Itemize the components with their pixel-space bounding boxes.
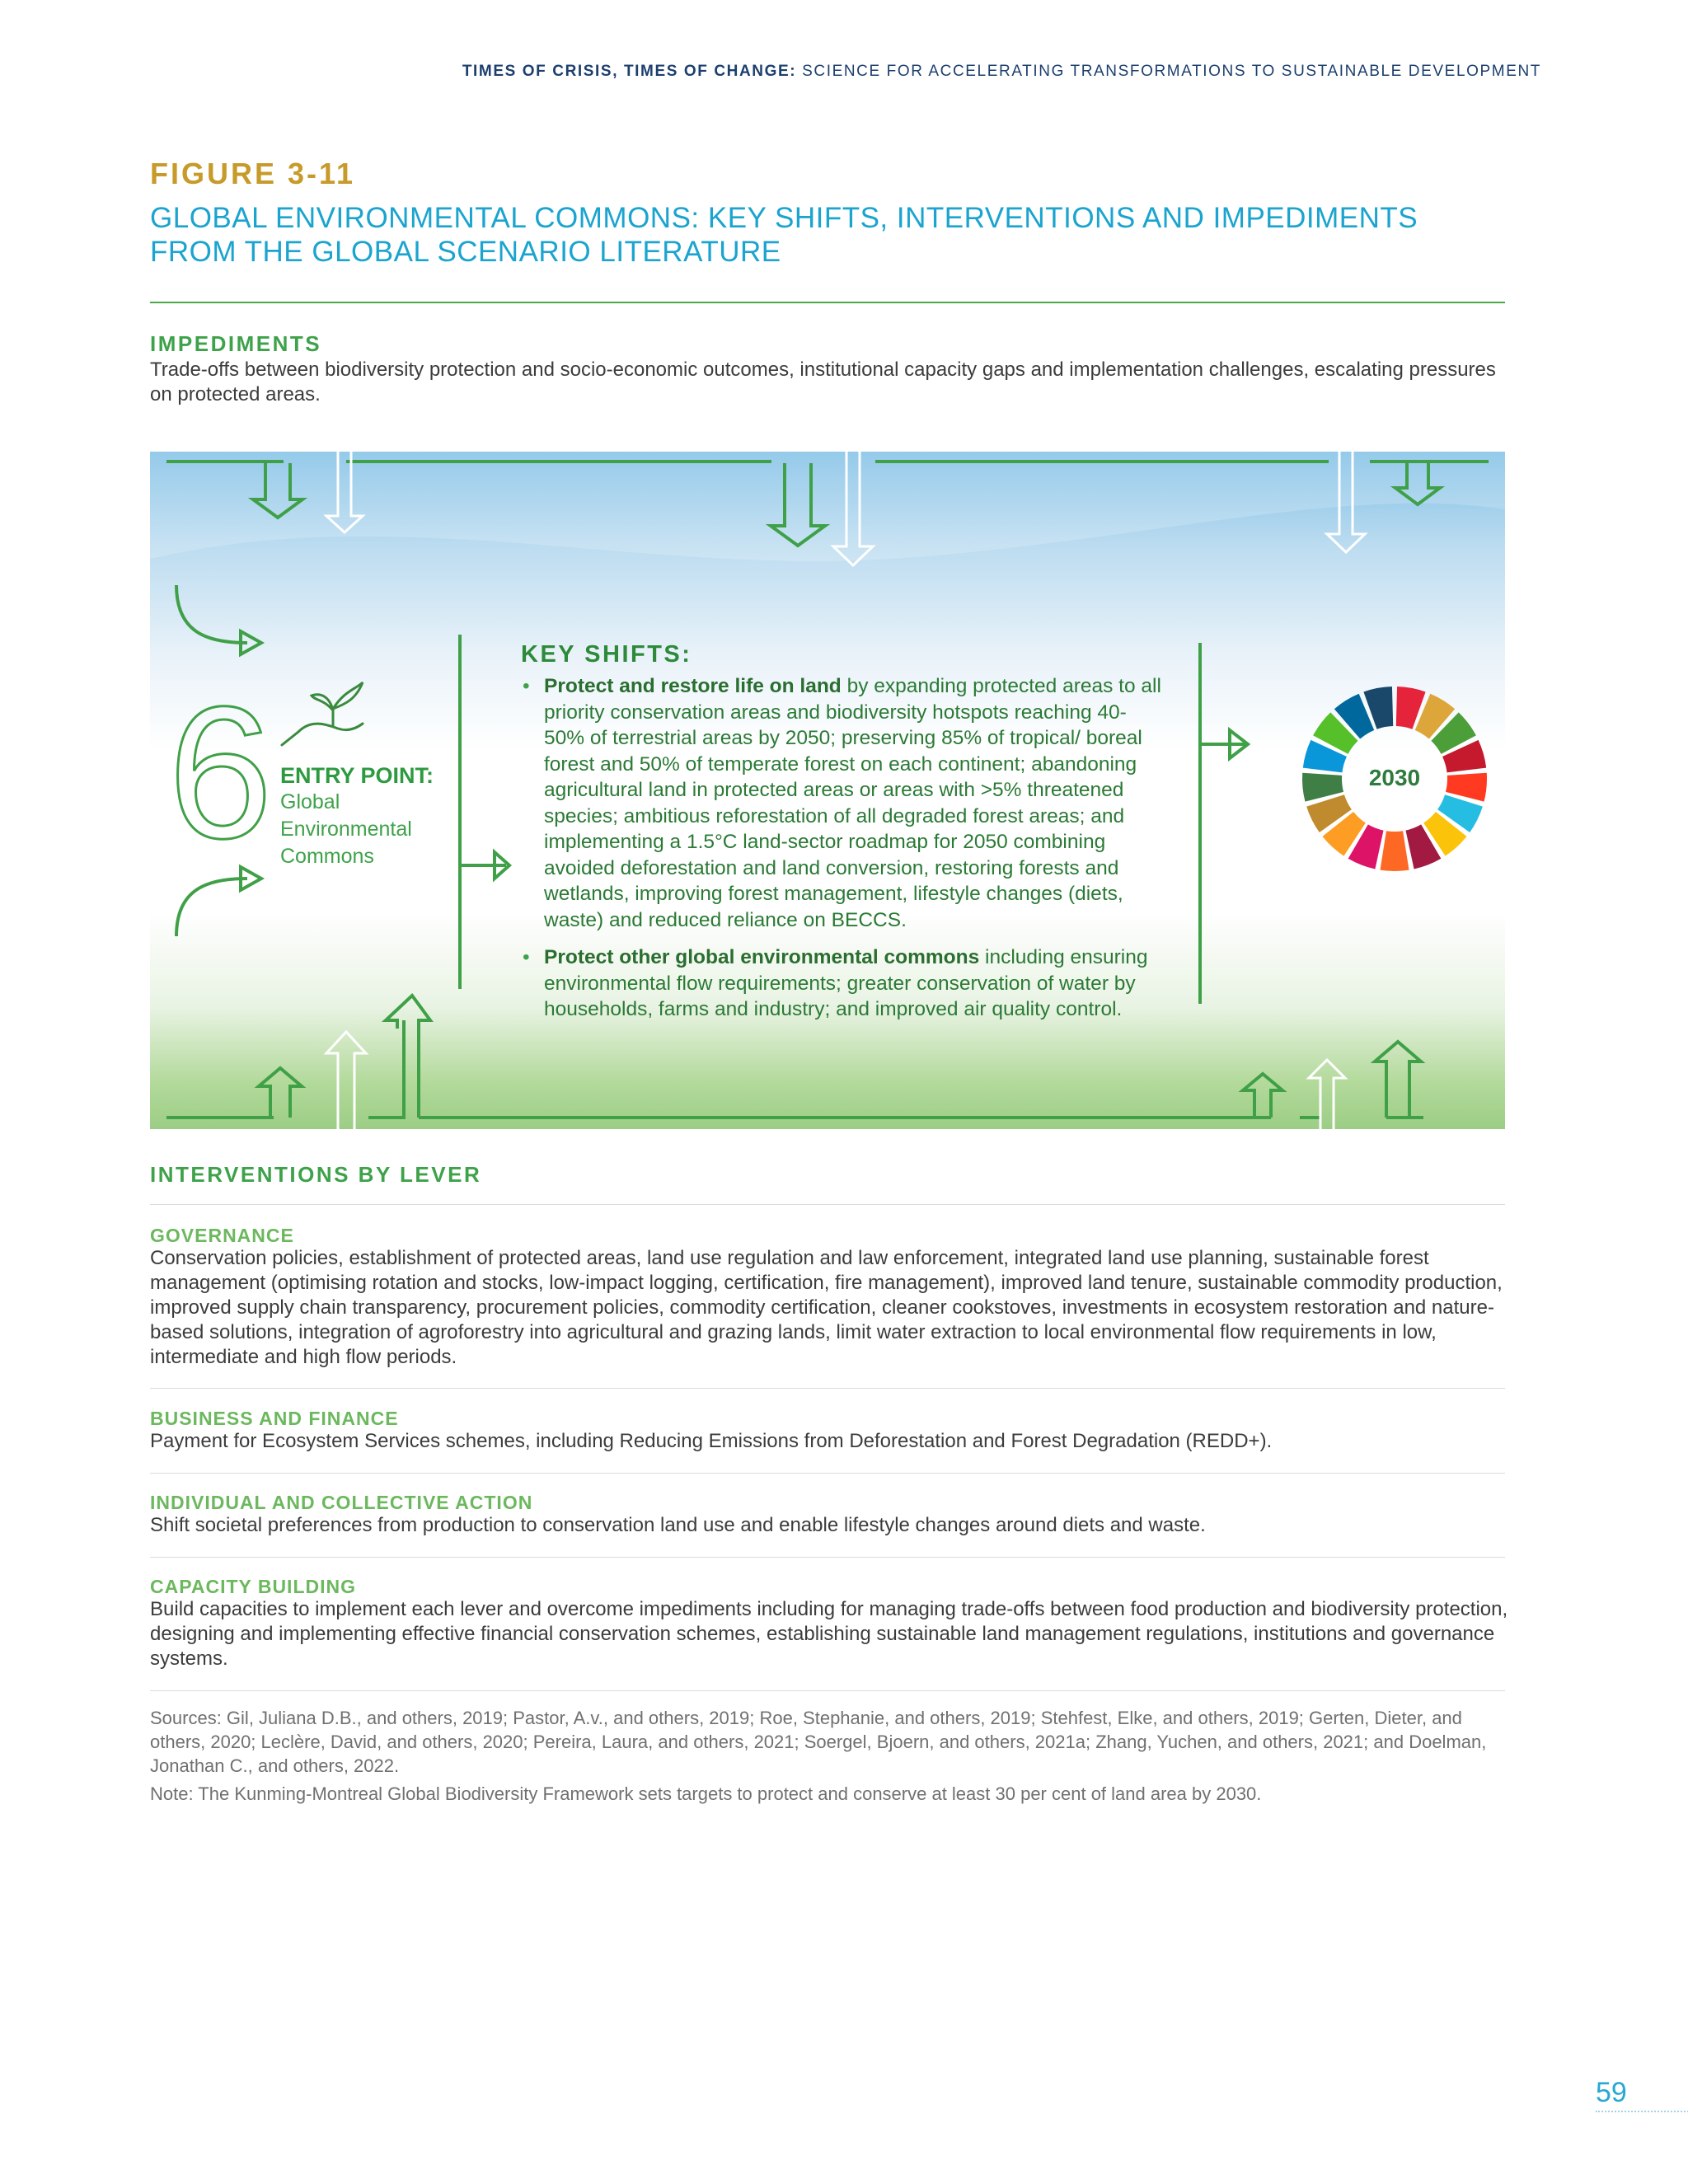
key-shift-text: by expanding protected areas to all priority conservation areas and biodiversity hotspots reaching 40-50% of terrestrial areas by 2050; preserving 85% of tropical/ boreal forest and 50% of temperate forest on each continent; abandoning agricultural land in protected areas or areas with >5% threatened species; ambitious reforestation of all degraded forest areas; and implementing a 1.5°C land-sector roadmap for 2050 combining avoided deforestation and land conversion, restoring forests and wetlands, improving forest management, lifestyle changes (diets, waste) and reduced reliance on BECCS. (544, 675, 1161, 931)
page-number-rule (1596, 2111, 1688, 2112)
key-shift-item (521, 944, 1164, 1023)
sdg-wheel-segment (1380, 831, 1409, 871)
lever-capacity-building-text: Build capacities to implement each lever and overcome impediments including for managing trade-offs between food production and biodiversity protection, designing and implementing effective financial conservation schemes, establishing sustainable land management regulations, institutions and governance systems. (150, 1598, 1508, 1670)
running-header-rest: SCIENCE FOR ACCELERATING TRANSFORMATIONS TO SUSTAINABLE DEVELOPMENT (796, 63, 1541, 80)
key-shift-bold: Protect other global environmental commons (544, 946, 980, 968)
entry-point-heading: ENTRY POINT: (280, 763, 434, 788)
sources-text: Sources: Gil, Juliana D.B., and others, 2019; Pastor, A.v., and others, 2019; Roe, Stephanie, and others, 2019; Stehfest, Elke, and others, 2019; Gerten, Dieter, and others, 2020; Leclère, David, and others, 2020; Pereira, Laura, and others, 2021; Soergel, Bjoern, and others, 2021a; Zhang, Yuchen, and others, 2021; and Doelman, Jonathan C., and others, 2022. (150, 1708, 1487, 1776)
divider (150, 1204, 1505, 1205)
lever-capacity-building-heading: CAPACITY BUILDING (150, 1576, 356, 1597)
impediments-text: Trade-offs between biodiversity protection and socio-economic outcomes, institutional capacity gaps and implementation challenges, escalating pressures on protected areas. (150, 359, 1496, 405)
divider (150, 1473, 1505, 1474)
key-shifts-title: KEY SHIFTS: (521, 641, 692, 668)
lever-business-finance-heading: BUSINESS AND FINANCE (150, 1408, 399, 1429)
running-header-bold: TIMES OF CRISIS, TIMES OF CHANGE: (462, 63, 797, 80)
lever-individual-collective-heading: INDIVIDUAL AND COLLECTIVE ACTION (150, 1492, 533, 1513)
figure-title: GLOBAL ENVIRONMENTAL COMMONS: KEY SHIFTS, INTERVENTIONS AND IMPEDIMENTS FROM THE GLOBAL SCENARIO LITERATURE (150, 202, 1418, 268)
sky-wave (150, 452, 1505, 561)
lever-individual-collective-text: Shift societal preferences from production to conservation land use and enable lifestyle changes around diets and waste. (150, 1514, 1206, 1536)
key-shift-text: including ensuring environmental flow requirements; greater conservation of water by households, farms and industry; and improved air quality control. (544, 946, 1148, 1020)
lever-governance-heading: GOVERNANCE (150, 1225, 294, 1246)
key-shift-bold: Protect and restore life on land (544, 675, 842, 697)
key-shifts (521, 641, 1164, 1034)
infographic (150, 452, 1505, 1129)
entry-point-number: 6 (168, 668, 273, 878)
entry-point-line-2: Environmental (280, 818, 412, 841)
entry-point (280, 763, 445, 870)
entry-point-line-1: Global (280, 790, 340, 813)
lever-business-finance-text: Payment for Ecosystem Services schemes, including Reducing Emissions from Deforestation and Forest Degradation (REDD+). (150, 1430, 1273, 1452)
interventions-heading: INTERVENTIONS BY LEVER (150, 1162, 482, 1187)
sdg-wheel-year: 2030 (1368, 765, 1421, 790)
running-header (462, 63, 1541, 81)
note-text: Note: The Kunming-Montreal Global Biodiversity Framework sets targets to protect and conserve at least 30 per cent of land area by 2030. (150, 1783, 1262, 1804)
plant-hand-icon (282, 682, 363, 745)
figure-label: FIGURE 3-11 (150, 157, 356, 190)
lever-governance-text: Conservation policies, establishment of protected areas, land use regulation and law enforcement, integrated land use planning, sustainable forest management (optimising rotation and stocks, low-impact logging, certification, fire management), improved land tenure, sustainable commodity production, improved supply chain transparency, procurement policies, commodity certification, cleaner cookstoves, investments in ecosystem restoration and nature-based solutions, integration of agroforestry into agricultural and grazing lands, limit water extraction to local environmental flow requirements in low, intermediate and high flow periods. (150, 1247, 1503, 1368)
divider (150, 1690, 1505, 1691)
key-shift-item (521, 673, 1164, 933)
divider (150, 1557, 1505, 1558)
entry-point-line-3: Commons (280, 845, 374, 868)
divider (150, 1388, 1505, 1389)
impediments-heading: IMPEDIMENTS (150, 331, 322, 356)
page-number: 59 (1596, 2077, 1627, 2108)
title-divider (150, 302, 1505, 303)
